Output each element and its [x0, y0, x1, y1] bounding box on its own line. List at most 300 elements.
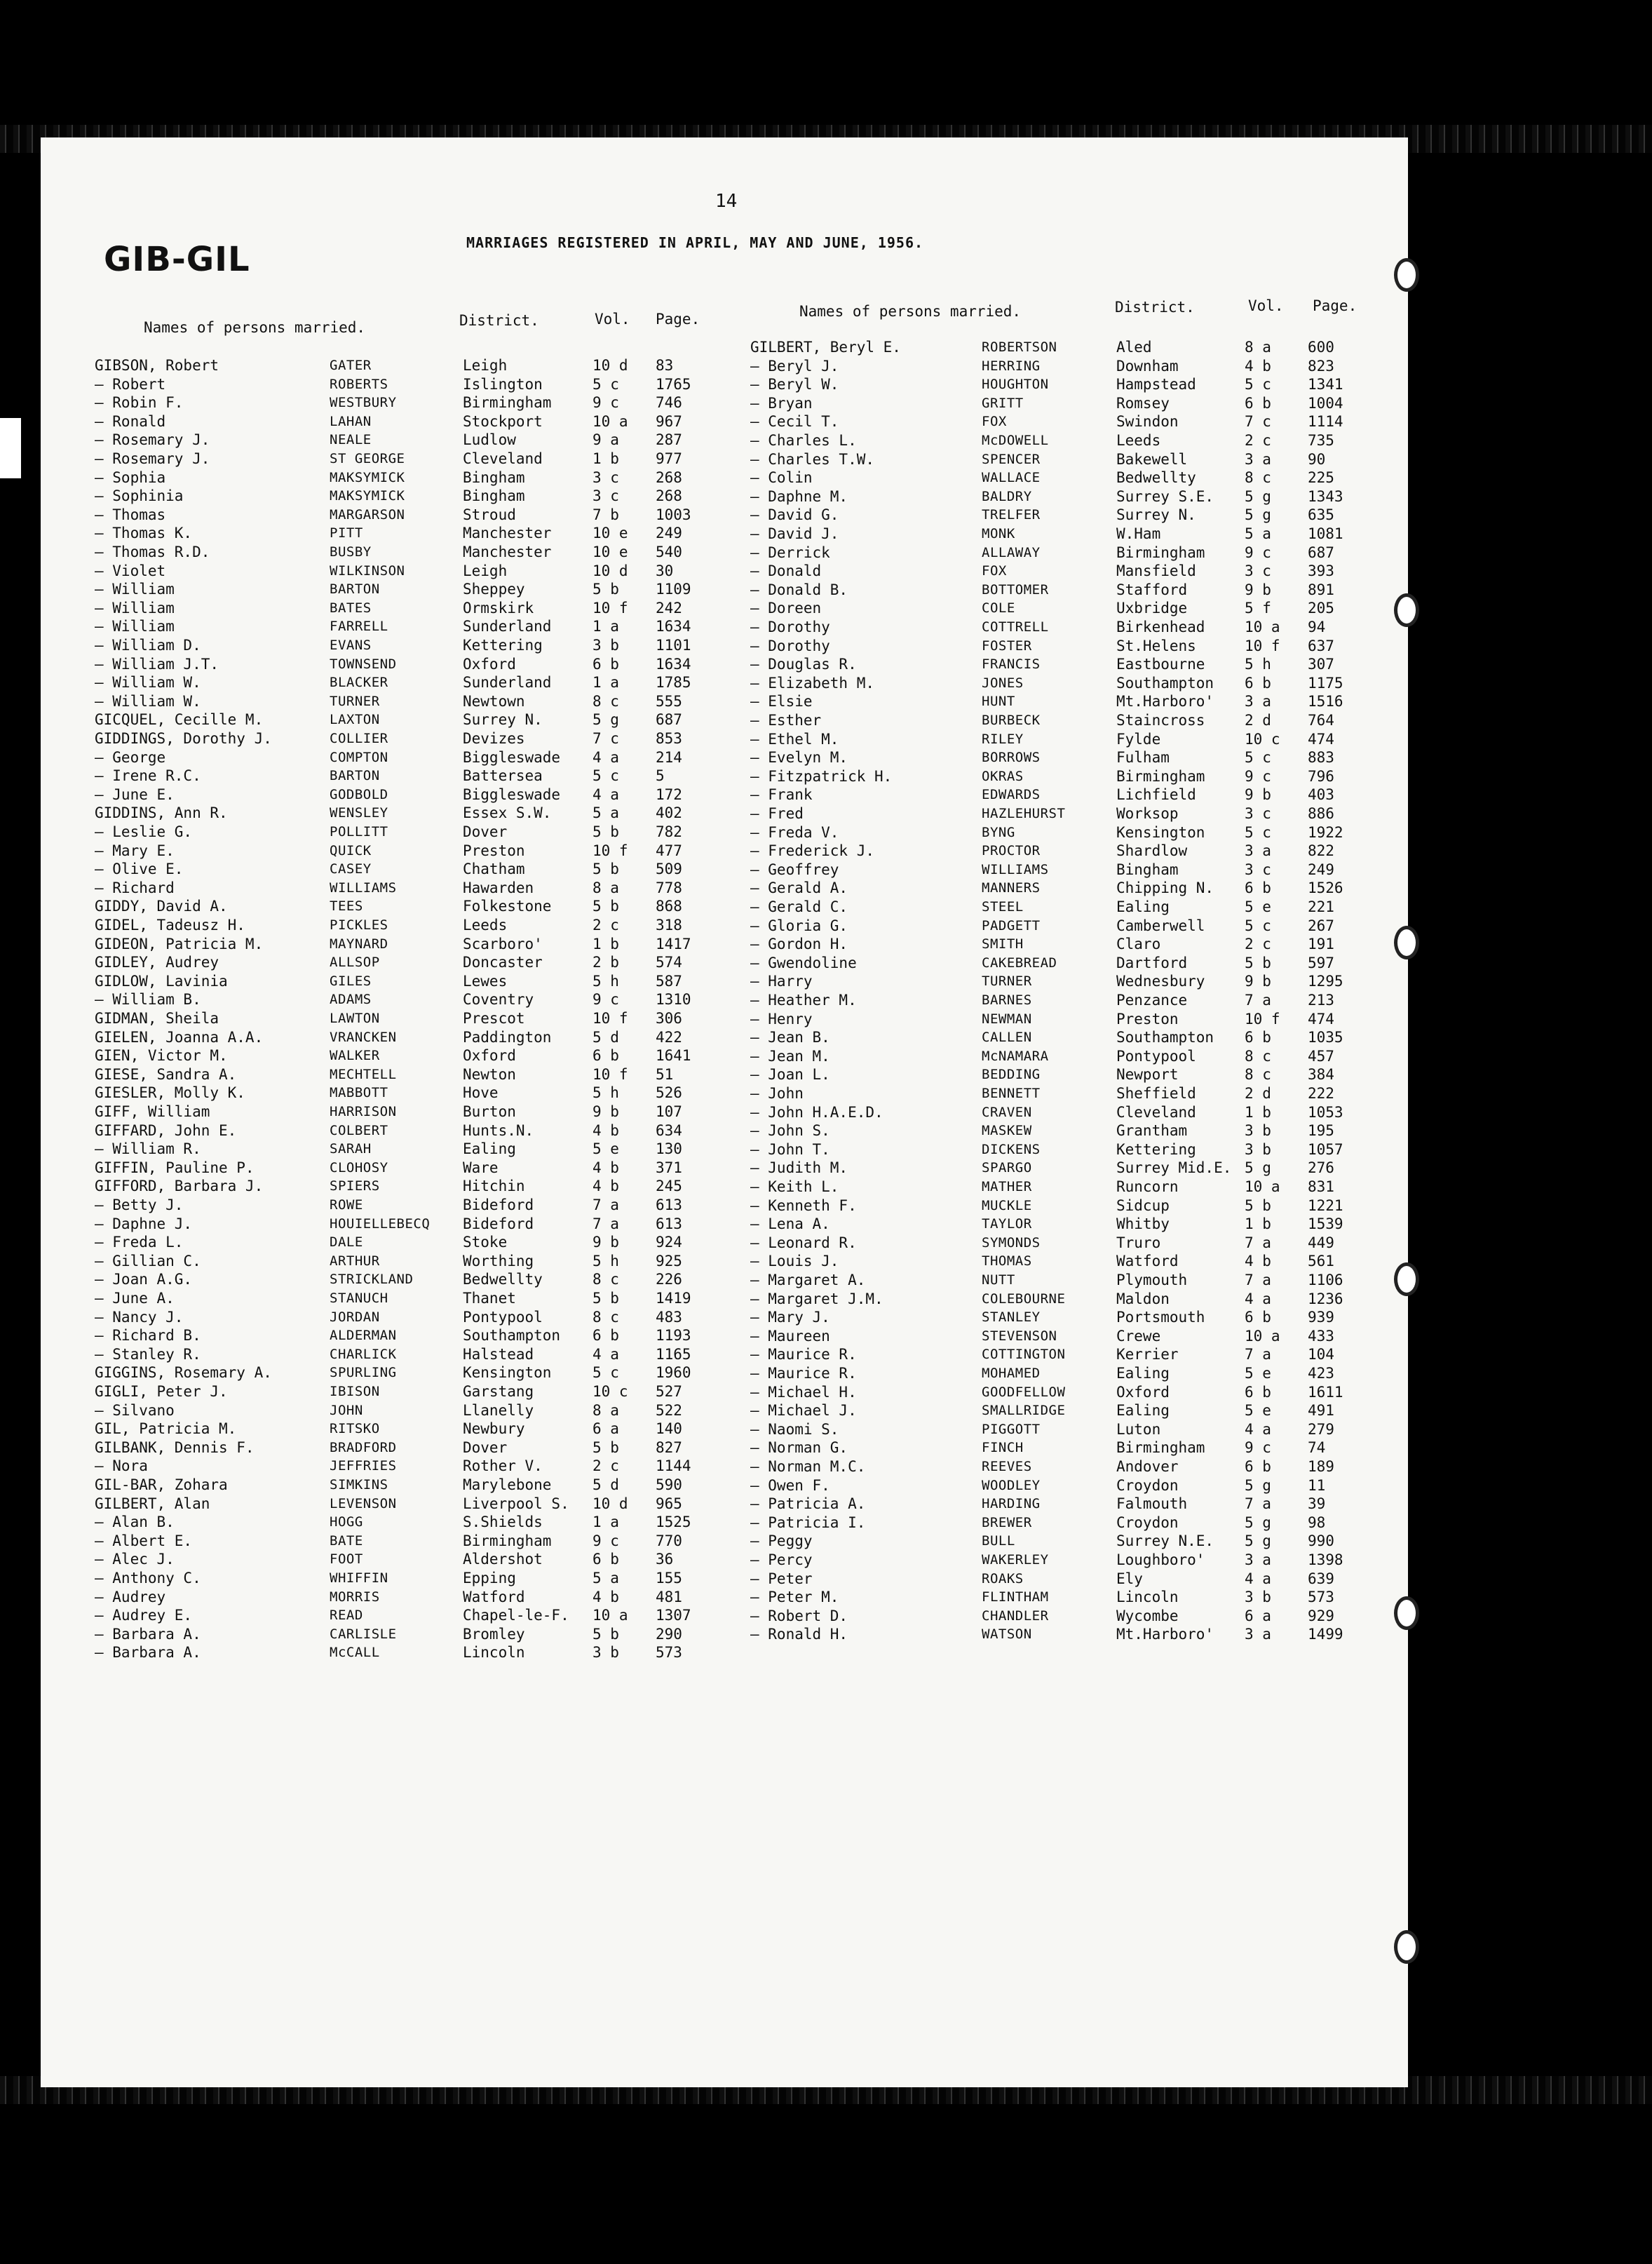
entry-district: Birmingham	[1116, 1439, 1205, 1457]
entry-name: GIGLI, Peter J.	[95, 1383, 228, 1400]
entry-district: Ealing	[1116, 1402, 1170, 1420]
entry-volume: 5 b	[593, 1625, 619, 1643]
entry-district: Romsey	[1116, 394, 1170, 412]
entry-spouse-surname: EDWARDS	[982, 787, 1041, 803]
entry-volume: 10 a	[1245, 1178, 1280, 1195]
entry-district: Uxbridge	[1116, 600, 1188, 617]
entry-name: — Stanley R.	[95, 1345, 201, 1363]
entry-district: Southampton	[1116, 1029, 1214, 1046]
entry-page: 555	[656, 692, 682, 710]
entry-name: GIDLEY, Audrey	[95, 954, 219, 971]
entry-name: GIDDINS, Ann R.	[95, 804, 228, 822]
entry-volume: 5 c	[1245, 749, 1271, 767]
entry-volume: 9 c	[1245, 1439, 1271, 1457]
entry-volume: 2 c	[1245, 432, 1271, 449]
entry-name: — Maureen	[750, 1327, 830, 1345]
entry-name: — Elsie	[750, 693, 813, 710]
entry-page: 205	[1308, 600, 1334, 617]
entry-spouse-surname: WOODLEY	[982, 1477, 1041, 1493]
entry-volume: 2 c	[593, 917, 619, 934]
entry-volume: 5 c	[1245, 823, 1271, 841]
entry-district: Surrey N.	[1116, 506, 1196, 524]
entry-page: 1109	[656, 581, 691, 598]
entry-page: 393	[1308, 562, 1334, 580]
entry-volume: 2 c	[1245, 936, 1271, 953]
entry-spouse-surname: WILKINSON	[330, 562, 405, 579]
entry-page: 929	[1308, 1607, 1334, 1624]
entry-district: Staincross	[1116, 712, 1205, 729]
entry-district: Lichfield	[1116, 786, 1196, 804]
entry-district: Hawarden	[463, 879, 534, 896]
entry-volume: 4 b	[593, 1588, 619, 1605]
entry-volume: 2 d	[1245, 1085, 1271, 1102]
page-number: 14	[715, 191, 738, 212]
entry-volume: 3 c	[593, 487, 619, 505]
left-header-page: Page.	[656, 311, 700, 328]
entry-spouse-surname: WALKER	[330, 1048, 380, 1064]
entry-volume: 5 e	[593, 1140, 619, 1158]
entry-name: — Joan A.G.	[95, 1271, 193, 1288]
entry-name: GIFFIN, Pauline P.	[95, 1159, 255, 1176]
entry-name: — Henry	[750, 1010, 813, 1027]
entry-district: Pontypool	[463, 1308, 543, 1326]
entry-page: 1634	[656, 618, 691, 635]
entry-spouse-surname: ALLSOP	[330, 955, 380, 971]
entry-name: — Geoffrey	[750, 861, 839, 878]
entry-spouse-surname: SPURLING	[330, 1365, 397, 1381]
entry-name: — Maurice R.	[750, 1365, 857, 1382]
entry-page: 5	[656, 767, 665, 785]
entry-spouse-surname: MONK	[982, 526, 1015, 541]
entry-page: 822	[1308, 842, 1334, 860]
entry-district: Sunderland	[463, 618, 552, 635]
right-header-district: District.	[1115, 299, 1195, 316]
entry-volume: 5 b	[593, 898, 619, 915]
entry-name: — William D.	[95, 637, 201, 654]
entry-page: 1221	[1308, 1197, 1343, 1214]
entry-page: 891	[1308, 581, 1334, 598]
entry-district: Newton	[463, 1065, 516, 1083]
entry-name: — Colin	[750, 469, 813, 487]
entry-name: — Beryl W.	[750, 376, 839, 393]
entry-page: 561	[1308, 1253, 1334, 1270]
entry-district: Ealing	[463, 1140, 516, 1158]
entry-page: 1525	[656, 1514, 691, 1531]
entry-volume: 10 c	[1245, 730, 1280, 748]
entry-volume: 9 c	[593, 394, 619, 412]
entry-spouse-surname: BARTON	[330, 581, 380, 598]
entry-page: 687	[656, 711, 682, 729]
entry-name: — Douglas R.	[750, 656, 857, 673]
entry-spouse-surname: JONES	[982, 675, 1024, 691]
entry-volume: 9 c	[593, 1532, 619, 1549]
entry-page: 140	[656, 1420, 682, 1438]
entry-volume: 9 c	[1245, 544, 1271, 561]
entry-page: 155	[656, 1570, 682, 1586]
entry-spouse-surname: STANUCH	[330, 1291, 388, 1306]
entry-page: 965	[656, 1495, 682, 1512]
entry-spouse-surname: HERRING	[982, 358, 1041, 374]
entry-spouse-surname: FOX	[982, 563, 1007, 579]
entry-volume: 9 b	[1245, 973, 1271, 990]
entry-page: 1106	[1308, 1272, 1343, 1288]
entry-page: 226	[656, 1271, 682, 1288]
left-header-names: Names of persons married.	[144, 319, 366, 336]
entry-district: Shardlow	[1116, 842, 1188, 860]
entry-page: 1499	[1308, 1626, 1343, 1643]
entry-spouse-surname: WILLIAMS	[330, 880, 397, 896]
entry-page: 245	[656, 1178, 682, 1195]
entry-volume: 10 f	[593, 599, 628, 616]
entry-page: 1193	[656, 1327, 691, 1345]
entry-district: Oxford	[463, 655, 516, 673]
entry-spouse-surname: FOSTER	[982, 638, 1032, 654]
entry-page: 637	[1308, 637, 1334, 654]
entry-name: — Leonard R.	[750, 1234, 857, 1251]
entry-volume: 7 a	[1245, 1346, 1271, 1363]
entry-volume: 6 b	[1245, 1029, 1271, 1046]
entry-spouse-surname: GILES	[330, 973, 372, 989]
entry-page: 172	[656, 786, 682, 803]
entry-spouse-surname: TAYLOR	[982, 1216, 1032, 1232]
entry-name: GIDDINGS, Dorothy J.	[95, 730, 272, 747]
entry-spouse-surname: LAWTON	[330, 1011, 380, 1026]
entry-page: 573	[1308, 1589, 1334, 1606]
entry-page: 574	[656, 954, 682, 971]
entry-spouse-surname: CHARLICK	[330, 1346, 397, 1362]
entry-volume: 5 g	[1245, 1532, 1271, 1550]
entry-name: — Norman G.	[750, 1439, 848, 1457]
entry-name: — Jean M.	[750, 1047, 830, 1065]
entry-district: Kensington	[1116, 823, 1205, 841]
entry-name: — Freda V.	[750, 823, 839, 841]
entry-volume: 7 c	[1245, 413, 1271, 431]
entry-name: GILBANK, Dennis F.	[95, 1438, 255, 1456]
entry-name: GIEN, Victor M.	[95, 1047, 228, 1065]
entry-page: 1175	[1308, 674, 1343, 692]
entry-page: 402	[656, 804, 682, 822]
entry-district: Ormskirk	[463, 599, 534, 616]
entry-volume: 3 b	[1245, 1140, 1271, 1158]
entry-volume: 10 c	[593, 1383, 628, 1400]
entry-district: Oxford	[463, 1047, 516, 1065]
entry-spouse-surname: NEALE	[330, 432, 372, 448]
entry-district: Epping	[463, 1570, 516, 1586]
entry-page: 477	[656, 842, 682, 859]
entry-district: Eastbourne	[1116, 656, 1205, 673]
entry-spouse-surname: TRELFER	[982, 507, 1041, 523]
entry-district: W.Ham	[1116, 525, 1161, 542]
entry-district: Chatham	[463, 861, 525, 878]
entry-spouse-surname: PIGGOTT	[982, 1421, 1041, 1437]
entry-spouse-surname: WENSLEY	[330, 805, 388, 821]
entry-name: — Robin F.	[95, 394, 184, 412]
entry-page: 268	[656, 487, 682, 505]
entry-volume: 3 c	[1245, 805, 1271, 822]
entry-district: Prescot	[463, 1010, 525, 1027]
entry-spouse-surname: ADAMS	[330, 992, 372, 1008]
entry-volume: 5 c	[1245, 376, 1271, 393]
entry-volume: 5 h	[593, 972, 619, 990]
entry-page: 770	[656, 1532, 682, 1549]
entry-name: — Rosemary J.	[95, 450, 210, 467]
entry-page: 384	[1308, 1066, 1334, 1084]
entry-volume: 4 a	[593, 748, 619, 766]
entry-volume: 5 g	[593, 711, 619, 729]
entry-volume: 8 a	[1245, 339, 1271, 356]
entry-volume: 6 b	[1245, 394, 1271, 412]
entry-page: 1922	[1308, 823, 1343, 841]
entry-volume: 10 d	[593, 1495, 628, 1512]
entry-spouse-surname: BORROWS	[982, 750, 1041, 766]
punch-hole	[1394, 1262, 1419, 1296]
entry-page: 939	[1308, 1309, 1334, 1326]
entry-name: — Donald	[750, 562, 822, 580]
entry-page: 1144	[656, 1457, 691, 1475]
entry-spouse-surname: STANLEY	[982, 1309, 1041, 1326]
page-title: MARRIAGES REGISTERED IN APRIL, MAY AND JUNE, 1956.	[466, 234, 924, 251]
entry-volume: 8 c	[593, 692, 619, 710]
entry-district: Marylebone	[463, 1476, 552, 1493]
entry-volume: 1 b	[1245, 1215, 1271, 1233]
entry-name: — Sophinia	[95, 487, 184, 505]
entry-page: 1004	[1308, 394, 1343, 412]
entry-page: 11	[1308, 1476, 1326, 1494]
right-header-page: Page.	[1313, 297, 1358, 314]
entry-page: 195	[1308, 1122, 1334, 1140]
entry-district: Bedwellty	[463, 1271, 543, 1288]
entry-volume: 3 c	[1245, 562, 1271, 580]
entry-page: 526	[656, 1084, 682, 1102]
entry-page: 1634	[656, 655, 691, 673]
entry-name: — Barbara A.	[95, 1644, 201, 1662]
entry-district: Camberwell	[1116, 917, 1205, 934]
entry-page: 491	[1308, 1402, 1334, 1420]
entry-page: 527	[656, 1383, 682, 1400]
entry-spouse-surname: MORRIS	[330, 1589, 380, 1605]
entry-name: — William J.T.	[95, 655, 219, 673]
entry-district: Preston	[463, 842, 525, 859]
entry-page: 1035	[1308, 1029, 1343, 1046]
entry-name: — William W.	[95, 692, 201, 710]
entry-volume: 6 b	[593, 1047, 619, 1065]
entry-volume: 5 a	[593, 1570, 619, 1586]
entry-name: — Rosemary J.	[95, 431, 210, 449]
entry-spouse-surname: FARRELL	[330, 619, 388, 635]
entry-volume: 4 a	[593, 1345, 619, 1363]
entry-district: Newbury	[463, 1420, 525, 1438]
entry-district: Bingham	[463, 469, 525, 486]
entry-volume: 9 c	[593, 991, 619, 1009]
entry-name: — Mary J.	[750, 1309, 830, 1326]
entry-page: 587	[656, 972, 682, 990]
entry-spouse-surname: SYMONDS	[982, 1234, 1041, 1251]
entry-page: 287	[656, 431, 682, 449]
entry-volume: 5 e	[1245, 1365, 1271, 1382]
entry-name: GICQUEL, Cecille M.	[95, 711, 264, 729]
entry-volume: 5 g	[1245, 1159, 1271, 1177]
entry-name: GIFF, William	[95, 1103, 210, 1120]
entry-name: — Daphne M.	[750, 487, 848, 505]
entry-name: — Dorothy	[750, 637, 830, 654]
entry-volume: 3 c	[593, 469, 619, 486]
entry-district: Ealing	[1116, 1365, 1170, 1382]
entry-spouse-surname: BARTON	[330, 768, 380, 784]
entry-spouse-surname: BATE	[330, 1532, 363, 1549]
entry-page: 249	[656, 525, 682, 542]
entry-volume: 6 b	[1245, 880, 1271, 897]
entry-page: 318	[656, 917, 682, 934]
entry-spouse-surname: MATHER	[982, 1179, 1032, 1194]
entry-district: Devizes	[463, 730, 525, 747]
entry-spouse-surname: BRADFORD	[330, 1439, 397, 1455]
entry-district: Battersea	[463, 767, 543, 785]
entry-spouse-surname: PADGETT	[982, 917, 1041, 934]
entry-page: 1081	[1308, 525, 1343, 542]
entry-volume: 7 a	[1245, 1495, 1271, 1513]
entry-name: — Gordon H.	[750, 936, 848, 953]
entry-spouse-surname: ROAKS	[982, 1570, 1024, 1586]
entry-name: — Donald B.	[750, 581, 848, 598]
entry-district: Leeds	[1116, 432, 1161, 449]
entry-volume: 1 a	[593, 618, 619, 635]
entry-spouse-surname: HARDING	[982, 1496, 1041, 1512]
entry-page: 307	[1308, 656, 1334, 673]
entry-district: Loughboro'	[1116, 1551, 1205, 1568]
entry-name: — Judith M.	[750, 1159, 848, 1177]
entry-district: Leigh	[463, 562, 508, 579]
entry-volume: 10 f	[1245, 637, 1280, 654]
entry-page: 98	[1308, 1514, 1326, 1531]
entry-district: Thanet	[463, 1290, 516, 1307]
entry-spouse-surname: BULL	[982, 1533, 1015, 1549]
entry-district: Kensington	[463, 1364, 552, 1382]
entry-spouse-surname: BALDRY	[982, 488, 1032, 504]
entry-spouse-surname: CALLEN	[982, 1030, 1032, 1046]
entry-district: Birmingham	[1116, 544, 1205, 561]
entry-district: Cleveland	[1116, 1103, 1196, 1121]
entry-spouse-surname: RITSKO	[330, 1421, 380, 1437]
entry-volume: 3 b	[1245, 1589, 1271, 1606]
entry-page: 1101	[656, 637, 691, 654]
entry-spouse-surname: READ	[330, 1608, 363, 1624]
entry-volume: 6 b	[1245, 1309, 1271, 1326]
entry-page: 782	[656, 823, 682, 840]
entry-name: GIL-BAR, Zohara	[95, 1476, 228, 1493]
entry-volume: 4 b	[593, 1159, 619, 1176]
entry-spouse-surname: SPENCER	[982, 451, 1041, 467]
entry-name: — Violet	[95, 562, 166, 579]
entry-name: — Silvano	[95, 1401, 175, 1419]
entry-volume: 9 a	[593, 431, 619, 449]
entry-spouse-surname: STEVENSON	[982, 1328, 1057, 1344]
entry-volume: 2 c	[593, 1457, 619, 1475]
entry-volume: 5 c	[1245, 917, 1271, 934]
entry-volume: 10 f	[593, 842, 628, 859]
entry-volume: 5 e	[1245, 1402, 1271, 1420]
entry-name: — Leslie G.	[95, 823, 193, 840]
entry-volume: 6 b	[1245, 1458, 1271, 1475]
entry-name: — Dorothy	[750, 619, 830, 635]
entry-volume: 3 a	[1245, 693, 1271, 710]
entry-spouse-surname: ALDERMAN	[330, 1328, 397, 1344]
entry-name: — Gwendoline	[750, 954, 857, 971]
entry-volume: 4 a	[1245, 1570, 1271, 1587]
entry-spouse-surname: OKRAS	[982, 768, 1024, 784]
entry-page: 1765	[656, 375, 691, 393]
entry-district: Fulham	[1116, 749, 1170, 767]
entry-name: GIFFORD, Barbara J.	[95, 1178, 264, 1195]
entry-volume: 5 c	[593, 1364, 619, 1382]
entry-spouse-surname: HOUIELLEBECQ	[330, 1215, 431, 1232]
entry-page: 635	[1308, 506, 1334, 524]
entry-name: — Gillian C.	[95, 1252, 201, 1269]
entry-spouse-surname: CRAVEN	[982, 1104, 1032, 1120]
entry-page: 746	[656, 394, 682, 412]
entry-page: 433	[1308, 1327, 1334, 1345]
entry-name: — Beryl J.	[750, 357, 839, 375]
entry-page: 509	[656, 861, 682, 878]
entry-page: 925	[656, 1252, 682, 1269]
entry-district: Chipping N.	[1116, 880, 1214, 897]
entry-name: — William	[95, 581, 175, 598]
entry-page: 1516	[1308, 693, 1343, 710]
entry-volume: 10 a	[593, 1607, 628, 1624]
entry-district: Newtown	[463, 692, 525, 710]
entry-volume: 10 f	[593, 1065, 628, 1083]
entry-page: 423	[1308, 1365, 1334, 1382]
entry-name: — Olive E.	[95, 861, 184, 878]
entry-volume: 5 b	[1245, 1197, 1271, 1214]
entry-page: 221	[1308, 898, 1334, 915]
entry-page: 990	[1308, 1532, 1334, 1550]
entry-name: — Patricia I.	[750, 1514, 866, 1531]
entry-spouse-surname: POLLITT	[330, 824, 388, 840]
entry-name: — Margaret J.M.	[750, 1290, 883, 1307]
left-header-district: District.	[459, 312, 539, 329]
entry-district: Stroud	[463, 506, 516, 523]
entry-spouse-surname: MARGARSON	[330, 506, 405, 523]
entry-page: 868	[656, 898, 682, 915]
entry-page: 1003	[656, 506, 691, 523]
entry-name: — George	[95, 748, 166, 766]
entry-district: Southampton	[1116, 674, 1214, 692]
entry-name: — Mary E.	[95, 842, 175, 859]
entry-name: — David J.	[750, 525, 839, 542]
entry-spouse-surname: McDOWELL	[982, 433, 1049, 448]
entry-name: GIELEN, Joanna A.A.	[95, 1028, 264, 1046]
entry-district: Penzance	[1116, 992, 1188, 1009]
entry-district: Dover	[463, 823, 508, 840]
entry-spouse-surname: CASEY	[330, 861, 372, 877]
entry-spouse-surname: HOUGHTON	[982, 377, 1049, 393]
entry-page: 522	[656, 1401, 682, 1419]
entry-volume: 4 a	[593, 786, 619, 803]
entry-page: 764	[1308, 712, 1334, 729]
entry-volume: 9 b	[593, 1103, 619, 1120]
entry-volume: 4 b	[1245, 1253, 1271, 1270]
punch-hole	[1394, 258, 1419, 292]
entry-spouse-surname: BUSBY	[330, 544, 372, 560]
entry-volume: 7 a	[1245, 1272, 1271, 1288]
entry-spouse-surname: MAKSYMICK	[330, 488, 405, 504]
entry-name: — Robert	[95, 375, 166, 393]
entry-page: 1343	[1308, 487, 1343, 505]
entry-name: GIDDY, David A.	[95, 898, 228, 915]
entry-district: Worthing	[463, 1252, 534, 1269]
entry-district: Ely	[1116, 1570, 1143, 1587]
entry-spouse-surname: COLEBOURNE	[982, 1291, 1066, 1307]
